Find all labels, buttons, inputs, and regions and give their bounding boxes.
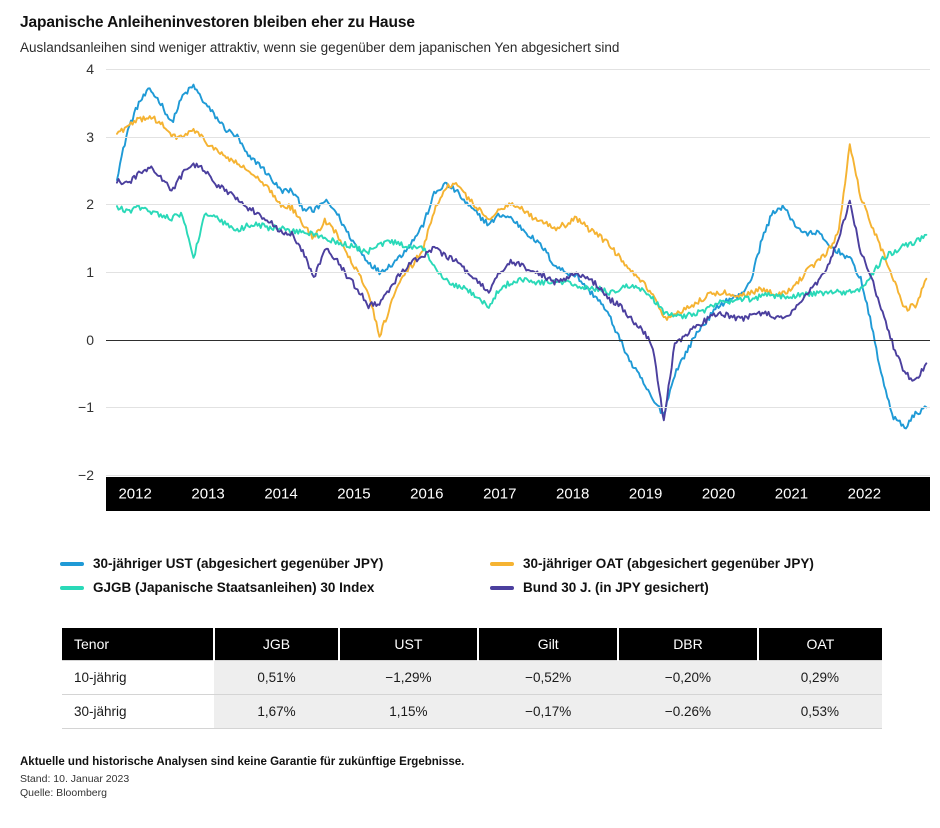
x-axis-tick-label: 2014: [264, 485, 298, 503]
legend-swatch-icon: [60, 562, 84, 566]
table-header-row: [62, 628, 882, 661]
table-header-cell: JGB: [214, 628, 338, 661]
table-header-cell: Gilt: [478, 628, 618, 661]
table-row: [62, 695, 882, 729]
table-header-cell: OAT: [758, 628, 882, 661]
x-axis-tick-label: 2019: [628, 485, 663, 503]
chart-legend: [60, 556, 920, 604]
x-axis-band: [106, 477, 930, 511]
legend-label: 30-jähriger UST (abgesichert gegenüber JPY): [93, 556, 384, 571]
legend-swatch-icon: [60, 586, 84, 590]
table-cell: −0,20%: [618, 661, 758, 695]
legend-item[interactable]: [60, 580, 490, 595]
y-axis-tick-label: 2: [86, 196, 94, 213]
series-line: [117, 116, 926, 337]
chart-container: [20, 61, 920, 531]
y-axis-label: [0, 221, 2, 266]
legend-swatch-icon: [490, 562, 514, 566]
legend-label: Bund 30 J. (in JPY gesichert): [523, 580, 709, 595]
legend-item[interactable]: [490, 556, 920, 571]
x-axis-tick-label: 2022: [847, 485, 882, 503]
table-header-cell: UST: [339, 628, 479, 661]
gridline: [106, 272, 930, 273]
gridline: [106, 475, 930, 476]
legend-swatch-icon: [490, 586, 514, 590]
x-axis-tick-label: 2021: [774, 485, 809, 503]
table-cell: 0,51%: [214, 661, 338, 695]
series-line: [117, 163, 926, 420]
legend-item[interactable]: [490, 580, 920, 595]
y-axis-tick-label: −2: [78, 467, 94, 483]
x-axis-tick-label: 2013: [191, 485, 225, 503]
footer: [20, 756, 920, 800]
y-axis-tick-label: 0: [86, 331, 94, 348]
table-cell: −0.26%: [618, 695, 758, 729]
table-cell: 1,67%: [214, 695, 338, 729]
y-axis-tick-label: −1: [78, 399, 94, 416]
table-row: [62, 661, 882, 695]
gridline: [106, 69, 930, 70]
table-cell: −0,17%: [478, 695, 618, 729]
x-axis-tick-label: 2018: [556, 485, 590, 503]
table-cell: 0,29%: [758, 661, 882, 695]
y-axis-tick-label: 1: [86, 264, 94, 280]
zero-line: [106, 340, 930, 341]
legend-label: 30-jähriger OAT (abgesichert gegenüber JPY): [523, 556, 814, 571]
y-axis-tick-label: 4: [86, 61, 94, 77]
footer-disclaimer: Aktuelle und historische Analysen sind keine Garantie für zukünftige Ergebnisse.: [20, 756, 465, 768]
x-axis-tick-label: 2016: [410, 485, 444, 503]
x-axis-tick-label: 2017: [483, 485, 517, 503]
table-cell: 30-jährig: [62, 695, 214, 729]
legend-label: GJGB (Japanische Staatsanleihen) 30 Index: [93, 580, 375, 595]
page-subtitle: Auslandsanleihen sind weniger attraktiv, wenn sie gegenüber dem japanischen Yen abgesichert sind: [20, 40, 620, 55]
footer-source: Quelle: Bloomberg: [20, 787, 107, 800]
table-cell: −0,52%: [478, 661, 618, 695]
table-header-cell: Tenor: [62, 628, 214, 661]
footer-as-of: Stand: 10. Januar 2023: [20, 773, 130, 785]
gridline: [106, 407, 930, 408]
series-line: [117, 206, 926, 319]
page-title: Japanische Anleiheninvestoren bleiben eher zu Hause: [20, 14, 415, 31]
gridline: [106, 204, 930, 205]
gridline: [106, 137, 930, 138]
y-axis-tick-label: 3: [86, 128, 94, 145]
table-cell: −1,29%: [339, 661, 479, 695]
table-header-cell: DBR: [618, 628, 758, 661]
plot-area: [78, 61, 930, 483]
table-cell: 0,53%: [758, 695, 882, 729]
rates-table: [62, 628, 882, 729]
x-axis-tick-label: 2012: [118, 485, 152, 503]
legend-item[interactable]: [60, 556, 490, 571]
table-cell: 1,15%: [339, 695, 479, 729]
x-axis-tick-label: 2015: [337, 485, 371, 503]
table-cell: 10-jährig: [62, 661, 214, 695]
x-axis-tick-label: 2020: [701, 485, 736, 503]
